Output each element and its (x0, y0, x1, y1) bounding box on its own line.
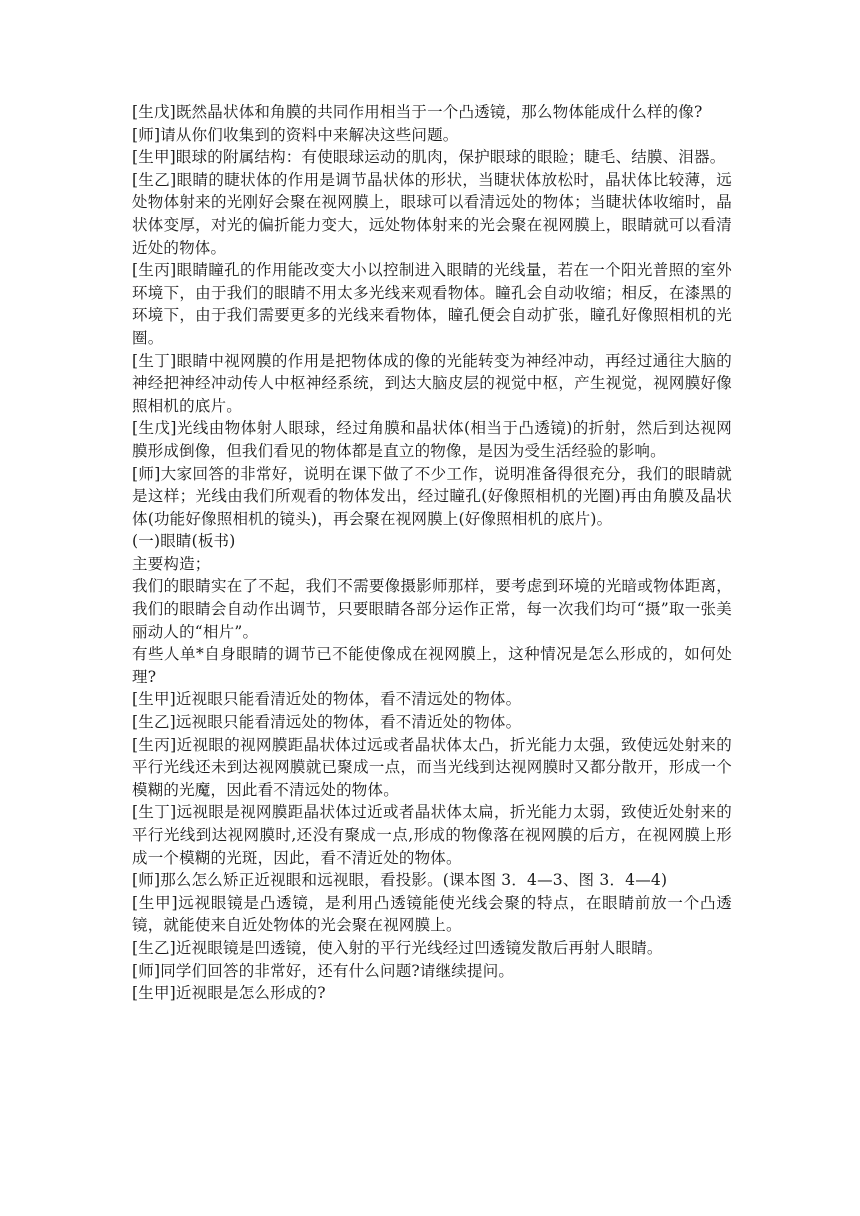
paragraph: [生甲]远视眼镜是凸透镜，是利用凸透镜能使光线会聚的特点，在眼睛前放一个凸透镜，就能使来自近处物体的光会聚在视网膜上。 (132, 893, 732, 935)
paragraph: [生戊]光线由物体射人眼球，经过角膜和晶状体(相当于凸透镜)的折射，然后到达视网膜形成倒像，但我们看见的物体都是直立的物像，是因为受生活经验的影响。 (132, 419, 732, 460)
paragraph: 我们的眼睛实在了不起，我们不需要像摄影师那样，要考虑到环境的光暗或物体距离，我们的眼睛会自动作出调节，只要眼睛各部分运作正常，每一次我们均可“摄”取一张美丽动人的“相片”。 (132, 577, 732, 641)
paragraph: [生乙]眼睛的睫状体的作用是调节晶状体的形状，当睫状体放松时，晶状体比较薄，远处物体射来的光刚好会聚在视网膜上，眼球可以看清远处的物体；当睫状体收缩时，晶状体变厚，对光的偏折能力变大，远处物体射来的光会聚在视网膜上，眼睛就可以看清近处的物体。 (132, 170, 732, 257)
paragraph: 有些人单*自身眼睛的调节已不能使像成在视网膜上，这种情况是怎么形成的，如何处理? (132, 645, 732, 686)
document-body (132, 101, 732, 1005)
paragraph: [生甲]近视眼是怎么形成的? (132, 984, 326, 1003)
paragraph: [师]大家回答的非常好，说明在课下做了不少工作，说明准备得很充分，我们的眼睛就是这样；光线由我们所观看的物体发出，经过瞳孔(好像照相机的光圈)再由角膜及晶状体(功能好像照相机的镜头)，再会聚在视网膜上(好像照相机的底片)。 (132, 464, 732, 528)
paragraph: [生丙]眼睛瞳孔的作用能改变大小以控制进入眼睛的光线量，若在一个阳光普照的室外环境下，由于我们的眼睛不用太多光线来观看物体。瞳孔会自动收缩；相反，在漆黑的环境下，由于我们需要更多的光线来看物体，瞳孔便会自动扩张，瞳孔好像照相机的光圈。 (132, 261, 732, 347)
paragraph: [师]请从你们收集到的资料中来解决这些问题。 (132, 125, 459, 144)
section-heading: (一)眼睛(板书) (132, 532, 236, 551)
paragraph: [生丙]近视眼的视网膜距晶状体过远或者晶状体太凸，折光能力太强，致使远处射来的平行光线还未到达视网膜就已聚成一点，而当光线到达视网膜时又都分散开，形成一个模糊的光魔，因此看不清远处的物体。 (132, 735, 732, 799)
paragraph: [生丁]远视眼是视网膜距晶状体过近或者晶状体太扁，折光能力太弱，致使近处射来的平行光线到达视网膜时,还没有聚成一点,形成的物像落在视网膜的后方，在视网膜上形成一个模糊的光斑，因此，看不清近处的物体。 (132, 803, 732, 867)
paragraph: [生乙]远视眼只能看清远处的物体，看不清近处的物体。 (132, 713, 522, 732)
paragraph: [生甲]眼球的附属结构：有使眼球运动的肌肉，保护眼球的眼睑；睫毛、结膜、泪器。 (132, 148, 726, 167)
paragraph: 主要构造； (132, 554, 211, 573)
paragraph: [生戊]既然晶状体和角膜的共同作用相当于一个凸透镜，那么物体能成什么样的像? (132, 103, 703, 121)
paragraph: [师]那么怎么矫正近视眼和远视眼，看投影。(课本图 3．4—3、图 3．4—4) (132, 871, 668, 890)
paragraph: [生丁]眼睛中视网膜的作用是把物体成的像的光能转变为神经冲动，再经过通往大脑的神经把神经冲动传人中枢神经系统，到达大脑皮层的视觉中枢，产生视觉，视网膜好像照相机的底片。 (132, 351, 732, 415)
paragraph: [生甲]近视眼只能看清近处的物体，看不清远处的物体。 (132, 690, 522, 709)
paragraph: [生乙]近视眼镜是凹透镜，使入射的平行光线经过凹透镜发散后再射人眼睛。 (132, 938, 663, 957)
paragraph: [师]同学们回答的非常好，还有什么问题?请继续提问。 (132, 961, 515, 980)
